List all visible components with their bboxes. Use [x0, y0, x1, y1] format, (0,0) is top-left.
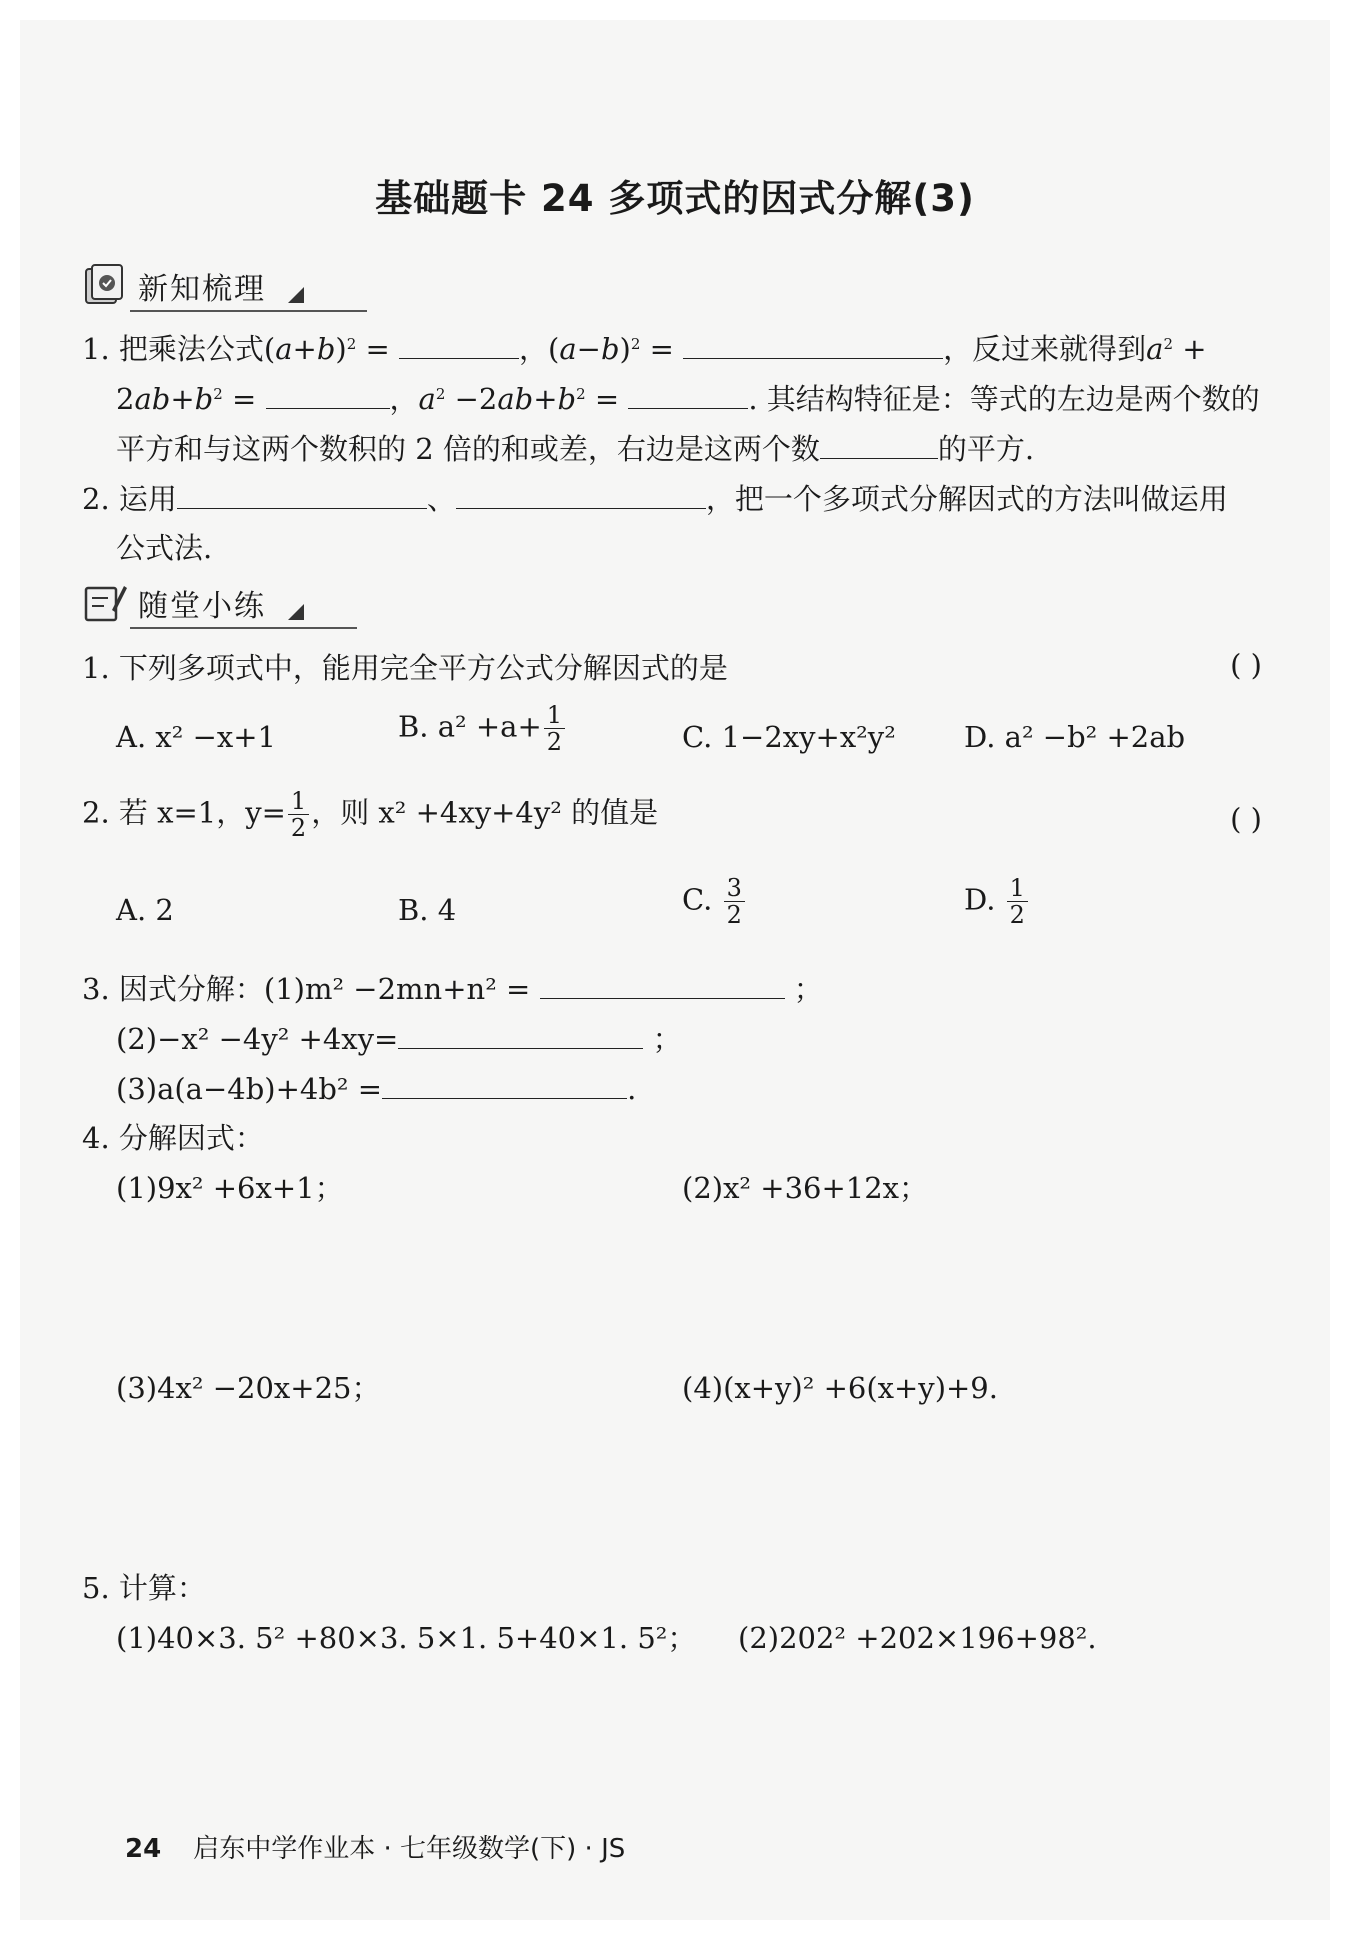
option-c: C. $\frac{3}{2}$ — [682, 875, 747, 928]
option-b: B. 4 — [398, 893, 457, 927]
fraction: $\frac{1}{2}$ — [288, 788, 309, 841]
fraction: $\frac{1}{2}$ — [1007, 875, 1028, 928]
option-c: C. 1−2xy+x²y² — [682, 720, 896, 754]
practice-question-2: 2. 若 x=1，y= $\frac{1}{2}$ ，则 x² +4xy+4y² 的值是 — [82, 787, 659, 842]
page-number: 24 — [125, 1834, 162, 1864]
option-d: D. a² −b² +2ab — [964, 720, 1186, 754]
section-underline — [130, 310, 367, 312]
practice-question-4-part-4: (4)(x+y)² +6(x+y)+9. — [682, 1371, 998, 1405]
answer-blank[interactable] — [177, 478, 427, 509]
practice-question-4-part-2: (2)x² +36+12x； — [682, 1171, 929, 1205]
answer-blank[interactable] — [398, 1018, 643, 1049]
page-title: 基础题卡 24 多项式的因式分解(3) — [375, 177, 975, 220]
corner-triangle-icon — [288, 287, 304, 303]
answer-blank[interactable] — [683, 328, 943, 359]
knowledge-question-2-line-1: 2. 运用 、 ，把一个多项式分解因式的方法叫做运用 — [82, 478, 1228, 519]
practice-question-5: 5. 计算： — [82, 1571, 206, 1605]
option-a: A. 2 — [116, 893, 174, 927]
answer-paren[interactable]: ( ) — [1230, 802, 1262, 836]
answer-blank[interactable] — [266, 378, 390, 409]
answer-blank[interactable] — [399, 328, 519, 359]
corner-triangle-icon — [288, 604, 304, 620]
section-label: 新知梳理 — [138, 272, 266, 307]
practice-question-1: 1. 下列多项式中，能用完全平方公式分解因式的是 — [82, 651, 728, 685]
knowledge-question-2-line-2: 公式法. — [116, 531, 213, 565]
notebook-check-icon — [82, 263, 128, 309]
practice-question-3-part-2: (2)−x² −4y² +4xy= ； — [116, 1018, 682, 1059]
option-b: B. a² +a+ $\frac{1}{2}$ — [398, 702, 567, 755]
answer-blank[interactable] — [456, 478, 706, 509]
worksheet-page — [20, 20, 1330, 1920]
section-underline — [130, 627, 357, 629]
section-header-new-knowledge — [82, 258, 367, 314]
answer-blank[interactable] — [628, 378, 748, 409]
option-d: D. $\frac{1}{2}$ — [964, 875, 1030, 928]
knowledge-question-1-line-1: 1. 把乘法公式$(a+b)^2$ = ，$(a-b)^2$ = ，反过来就得到$a^2$ + — [82, 328, 1207, 369]
page-footer — [125, 1828, 625, 1865]
practice-question-4-part-1: (1)9x² +6x+1； — [116, 1171, 344, 1205]
answer-blank[interactable] — [540, 968, 785, 999]
notebook-pen-icon — [82, 580, 128, 626]
book-title: 启东中学作业本 · 七年级数学(下) · JS — [193, 1834, 626, 1864]
practice-question-3-part-3: (3)a(a−4b)+4b² = . — [116, 1068, 636, 1109]
answer-blank[interactable] — [820, 428, 938, 459]
section-header-practice — [82, 575, 357, 631]
knowledge-question-1-line-2: $2ab+b^2$ = ，$a^2 -2ab+b^2$ = . 其结构特征是：等式的左边是两个数的 — [116, 378, 1260, 419]
knowledge-question-1-line-3: 平方和与这两个数积的 2 倍的和或差，右边是这两个数 的平方. — [116, 428, 1034, 469]
option-a: A. x² −x+1 — [116, 720, 276, 754]
answer-blank[interactable] — [382, 1068, 627, 1099]
answer-paren[interactable]: ( ) — [1230, 648, 1262, 682]
fraction: $\frac{1}{2}$ — [544, 702, 565, 755]
fraction: $\frac{3}{2}$ — [724, 875, 745, 928]
practice-question-5-part-2: (2)202² +202×196+98². — [738, 1621, 1097, 1655]
practice-question-4-part-3: (3)4x² −20x+25； — [116, 1371, 381, 1405]
practice-question-3-part-1: 3. 因式分解：(1)m² −2mn+n² = ； — [82, 968, 823, 1009]
practice-question-5-part-1: (1)40×3. 5² +80×3. 5×1. 5+40×1. 5²； — [116, 1621, 697, 1655]
practice-question-4: 4. 分解因式： — [82, 1121, 264, 1155]
section-label: 随堂小练 — [138, 589, 266, 624]
